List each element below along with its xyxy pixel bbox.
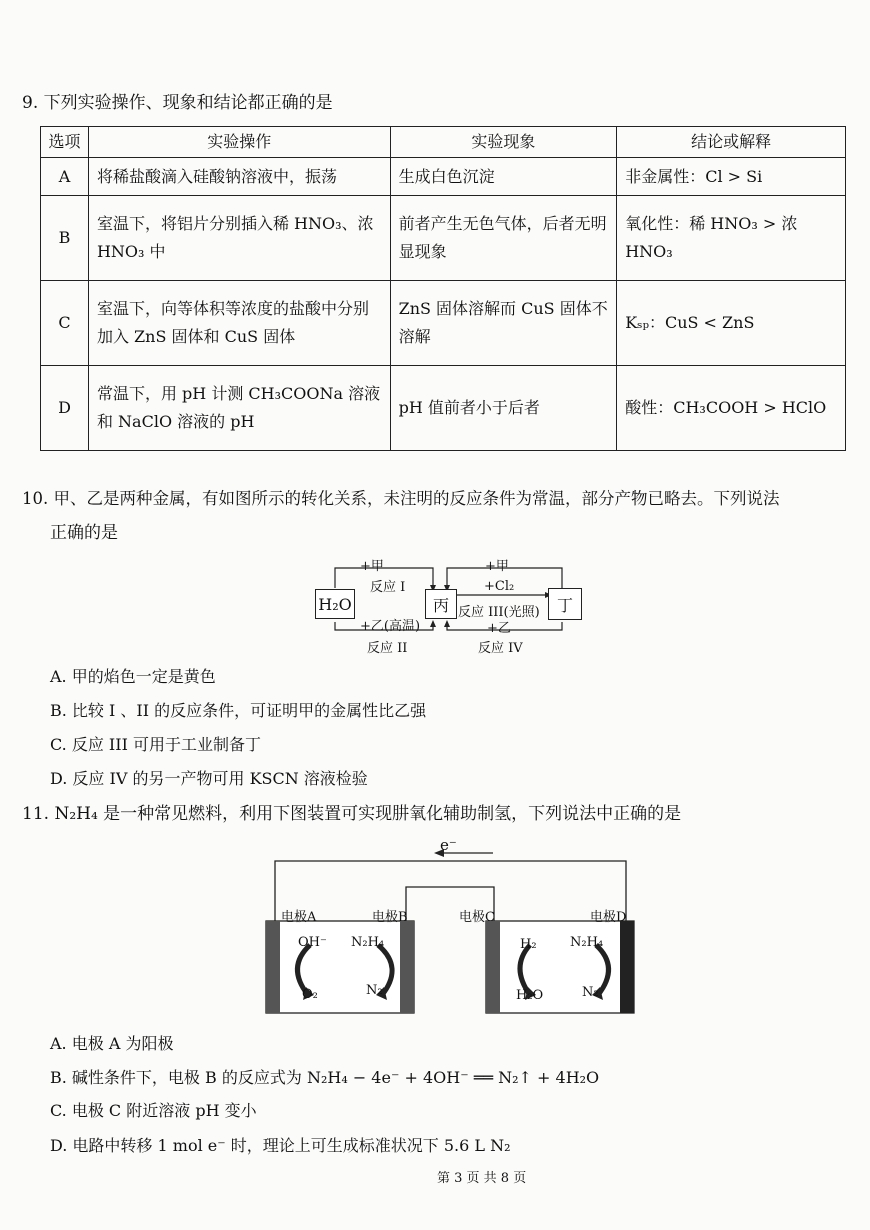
q11-option-a: A. 电极 A 为阳极 xyxy=(50,1034,174,1053)
row-phenomenon: ZnS 固体溶解而 CuS 固体不溶解 xyxy=(390,281,617,366)
row-conclusion: Kₛₚ：CuS < ZnS xyxy=(617,281,846,366)
reaction-1-label: 反应 I xyxy=(370,580,406,595)
electrode-c-label: 电极C xyxy=(459,910,495,925)
row-phenomenon: 前者产生无色气体，后者无明显现象 xyxy=(390,196,617,281)
q10-title: 10. 甲、乙是两种金属，有如图所示的转化关系，未注明的反应条件为常温，部分产物已略去。下列说法 xyxy=(22,489,780,508)
row-conclusion: 酸性：CH₃COOH > HClO xyxy=(617,366,846,451)
row-operation: 室温下，将铝片分别插入稀 HNO₃、浓 HNO₃ 中 xyxy=(88,196,390,281)
n2h4-left-label: N₂H₄ xyxy=(351,935,385,950)
q11-option-b: B. 碱性条件下，电极 B 的反应式为 N₂H₄ − 4e⁻ + 4OH⁻ ══ N₂↑ + 4H₂O xyxy=(50,1068,600,1087)
row-phenomenon: pH 值前者小于后者 xyxy=(390,366,617,451)
q10-title-cont: 正确的是 xyxy=(50,523,118,543)
n2-left-label: N₂ xyxy=(366,983,383,998)
row-option: D xyxy=(41,366,89,451)
electron-label: e⁻ xyxy=(440,836,457,854)
electrode-a-label: 电极A xyxy=(281,910,317,925)
h2-label: H₂ xyxy=(520,937,537,952)
q10-option-a: A. 甲的焰色一定是黄色 xyxy=(50,667,216,686)
reaction-3-label: 反应 III(光照) xyxy=(458,605,540,620)
header-operation: 实验操作 xyxy=(88,127,390,158)
reagent-jia-right: +甲 xyxy=(485,559,509,574)
q10-option-b: B. 比较 I 、II 的反应条件，可证明甲的金属性比乙强 xyxy=(50,701,427,720)
row-conclusion: 非金属性：Cl > Si xyxy=(617,158,846,196)
row-conclusion: 氧化性：稀 HNO₃ > 浓 HNO₃ xyxy=(617,196,846,281)
electrode-d-label: 电极D xyxy=(590,910,627,925)
q10-option-d: D. 反应 IV 的另一产物可用 KSCN 溶液检验 xyxy=(50,769,368,788)
header-option: 选项 xyxy=(41,127,89,158)
q10-option-c: C. 反应 III 可用于工业制备丁 xyxy=(50,735,261,754)
row-phenomenon: 生成白色沉淀 xyxy=(390,158,617,196)
n2-right-label: N₂ xyxy=(582,985,599,1000)
electrode-b-label: 电极B xyxy=(372,910,408,925)
row-operation: 室温下，向等体积等浓度的盐酸中分别加入 ZnS 固体和 CuS 固体 xyxy=(88,281,390,366)
h2o-label: H₂O xyxy=(516,988,544,1003)
table-row xyxy=(41,196,846,281)
h2o-box: H₂O xyxy=(315,589,355,619)
reagent-yi-high-temp: +乙(高温) xyxy=(360,619,421,634)
table-header-row xyxy=(41,127,846,158)
q11-option-d: D. 电路中转移 1 mol e⁻ 时，理论上可生成标准状况下 5.6 L N₂ xyxy=(50,1136,511,1155)
oh-label: OH⁻ xyxy=(298,935,327,950)
reaction-2-label: 反应 II xyxy=(367,641,408,656)
o2-label: O₂ xyxy=(302,987,318,1002)
row-option: B xyxy=(41,196,89,281)
reagent-jia-left: +甲 xyxy=(360,559,384,574)
row-option: A xyxy=(41,158,89,196)
reagent-cl2: +Cl₂ xyxy=(484,579,515,594)
row-option: C xyxy=(41,281,89,366)
row-operation: 常温下，用 pH 计测 CH₃COONa 溶液和 NaClO 溶液的 pH xyxy=(88,366,390,451)
experiment-table xyxy=(40,126,846,451)
reagent-yi-right: +乙 xyxy=(487,621,511,636)
table-row xyxy=(41,366,846,451)
bing-box: 丙 xyxy=(425,589,457,619)
header-conclusion: 结论或解释 xyxy=(617,127,846,158)
ding-box: 丁 xyxy=(548,588,582,620)
q9-title: 9. 下列实验操作、现象和结论都正确的是 xyxy=(22,93,333,113)
q11-option-c: C. 电极 C 附近溶液 pH 变小 xyxy=(50,1101,257,1120)
header-phenomenon: 实验现象 xyxy=(390,127,617,158)
q11-title: 11. N₂H₄ 是一种常见燃料，利用下图装置可实现肼氧化辅助制氢，下列说法中正确的是 xyxy=(22,804,682,824)
reaction-4-label: 反应 IV xyxy=(478,641,523,656)
table-row xyxy=(41,281,846,366)
row-operation: 将稀盐酸滴入硅酸钠溶液中，振荡 xyxy=(88,158,390,196)
n2h4-right-label: N₂H₄ xyxy=(570,935,604,950)
table-row xyxy=(41,158,846,196)
page-footer: 第 3 页 共 8 页 xyxy=(437,1171,527,1186)
